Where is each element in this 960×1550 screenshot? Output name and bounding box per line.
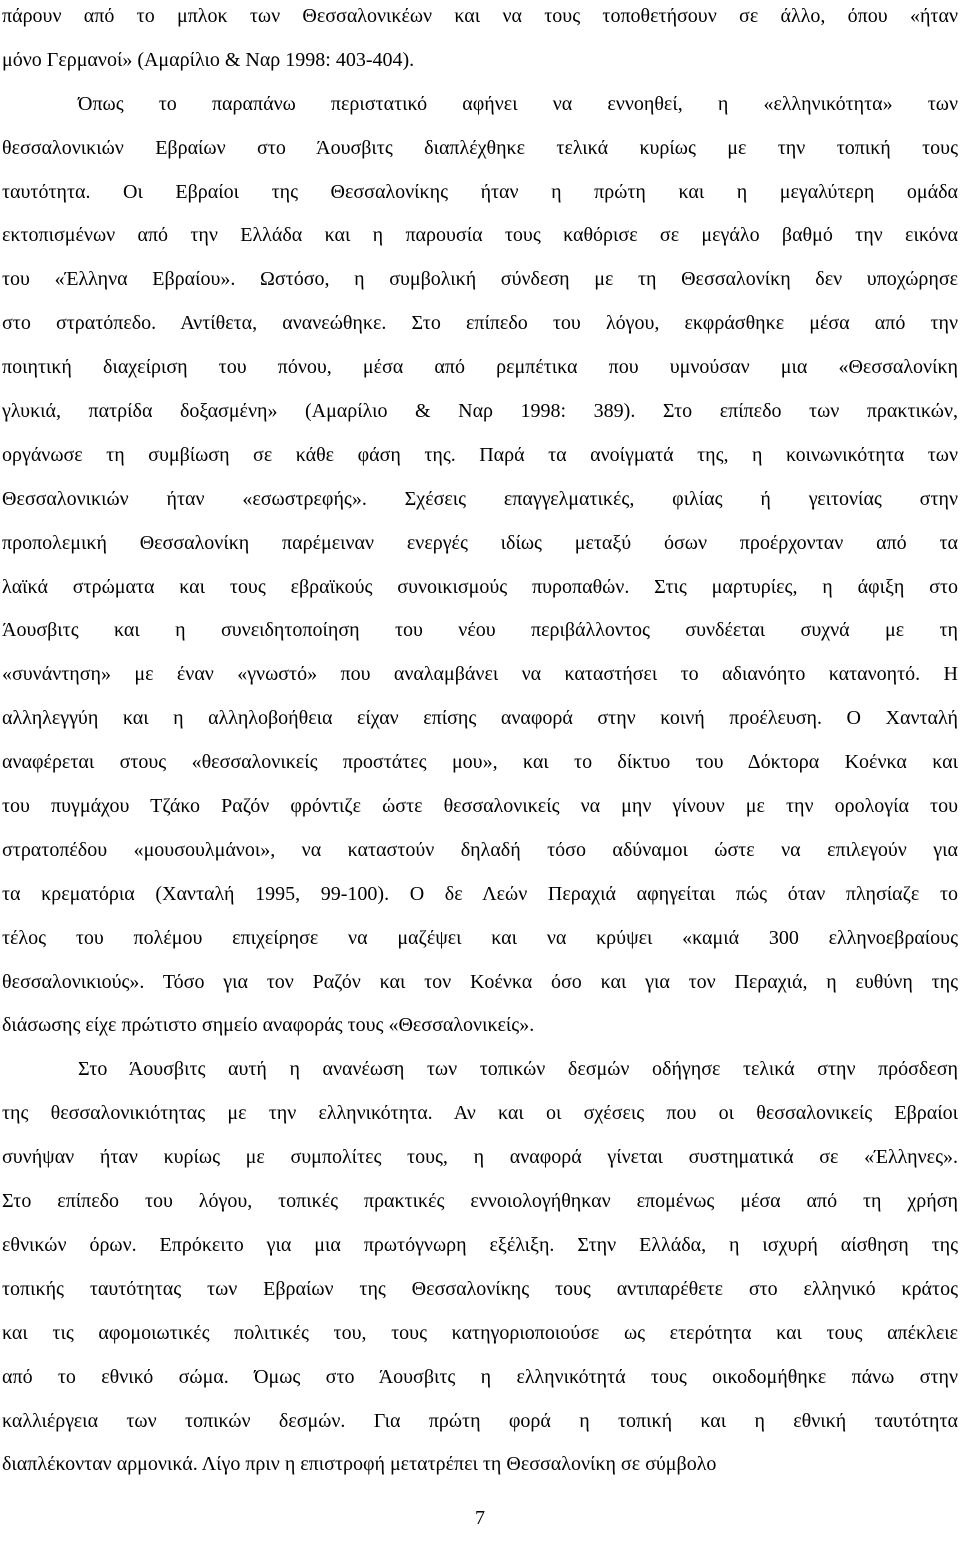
text-line: εθνικών όρων. Επρόκειτο για μια πρωτόγνωρη εξέλιξη. Στην Ελλάδα, η ισχυρή αίσθηση της — [2, 1233, 958, 1256]
text-line: τέλος του πολέμου επιχείρησε να μαζέψει και να κρύψει «καμιά 300 ελληνοεβραίους — [2, 926, 958, 949]
text-line: καλλιέργεια των τοπικών δεσμών. Για πρώτη φορά η τοπική και η εθνική ταυτότητα — [2, 1409, 958, 1432]
text-line: τα κρεματόρια (Χανταλή 1995, 99-100). Ο δε Λεών Περαχιά αφηγείται πώς όταν πλησίαζε το — [2, 882, 958, 905]
text-line: θεσσαλονικιούς». Τόσο για τον Ραζόν και τον Κοένκα όσο και για τον Περαχιά, η ευθύνη της — [2, 970, 958, 993]
text-line: διαπλέκονταν αρμονικά. Λίγο πριν η επιστροφή μετατρέπει τη Θεσσαλονίκη σε σύμβολο — [2, 1453, 717, 1476]
text-line: Στο επίπεδο του λόγου, τοπικές πρακτικές εννοιολογήθηκαν επομένως μέσα από τη χρήση — [2, 1190, 958, 1213]
text-line: στρατοπέδου «μουσουλμάνοι», να καταστούν δηλαδή τόσο αδύναμοι ώστε να επιλεγούν για — [2, 838, 958, 861]
text-line: και τις αφομοιωτικές πολιτικές του, τους κατηγοριοποιούσε ως ετερότητα και τους απέκλειε — [2, 1321, 958, 1344]
text-line: από το εθνικό σώμα. Όμως στο Άουσβιτς η ελληνικότητά τους οικοδομήθηκε πάνω στην — [2, 1365, 958, 1388]
page-number: 7 — [475, 1507, 485, 1529]
text-line: μόνο Γερμανοί» (Αμαρίλιο & Ναρ 1998: 403-404). — [2, 48, 415, 71]
paragraph-start-line: Όπως το παραπάνω περιστατικό αφήνει να εννοηθεί, η «ελληνικότητα» των — [78, 92, 958, 115]
text-line: της θεσσαλονικιότητας με την ελληνικότητα. Αν και οι σχέσεις που οι θεσσαλονικείς Εβραίοι — [2, 1102, 958, 1125]
paragraph-start-line: Στο Άουσβιτς αυτή η ανανέωση των τοπικών δεσμών οδήγησε τελικά στην πρόσδεση — [78, 1058, 958, 1081]
text-line: του πυγμάχου Τζάκο Ραζόν φρόντιζε ώστε θεσσαλονικείς να μην γίνουν με την ορολογία του — [2, 795, 958, 818]
text-line: αλληλεγγύη και η αλληλοβοήθεια είχαν επίσης αναφορά στην κοινή προέλευση. Ο Χανταλή — [2, 707, 958, 730]
text-line: πάρουν από το μπλοκ των Θεσσαλονικέων και να τους τοποθετήσουν σε άλλο, όπου «ήταν — [2, 5, 958, 27]
text-line: ταυτότητα. Οι Εβραίοι της Θεσσαλονίκης ήταν η πρώτη και η μεγαλύτερη ομάδα — [2, 180, 958, 203]
text-line: αναφέρεται στους «θεσσαλονικείς προστάτες μου», και το δίκτυο του Δόκτορα Κοένκα και — [2, 751, 958, 774]
text-line: στο στρατόπεδο. Αντίθετα, ανανεώθηκε. Στο επίπεδο του λόγου, εκφράσθηκε μέσα από την — [2, 312, 958, 335]
text-line: προπολεμική Θεσσαλονίκη παρέμειναν ενεργές ιδίως μεταξύ όσων προέρχονταν από τα — [2, 531, 958, 554]
text-line: διάσωσης είχε πρώτιστο σημείο αναφοράς τους «Θεσσαλονικείς». — [2, 1014, 535, 1037]
text-line: Άουσβιτς και η συνειδητοποίηση του νέου περιβάλλοντος συνδέεται συχνά με τη — [2, 619, 958, 642]
text-line: ποιητική διαχείριση του πόνου, μέσα από ρεμπέτικα που υμνούσαν μια «Θεσσαλονίκη — [2, 356, 958, 379]
text-line: Θεσσαλονικιών ήταν «εσωστρεφής». Σχέσεις επαγγελματικές, φιλίας ή γειτονίας στην — [2, 487, 958, 510]
text-line: γλυκιά, πατρίδα δοξασμένη» (Αμαρίλιο & Ναρ 1998: 389). Στο επίπεδο των πρακτικών, — [2, 400, 958, 423]
text-line: τοπικής ταυτότητας των Εβραίων της Θεσσαλονίκης τους αντιπαρέθετε στο ελληνικό κράτος — [2, 1277, 958, 1300]
body-text — [2, 4, 958, 1496]
text-line: του «Έλληνα Εβραίου». Ωστόσο, η συμβολική σύνδεση με τη Θεσσαλονίκη δεν υποχώρησε — [2, 268, 958, 291]
text-line: εκτοπισμένων από την Ελλάδα και η παρουσία τους καθόρισε σε μεγάλο βαθμό την εικόνα — [2, 224, 958, 247]
text-line: συνήψαν ήταν κυρίως με συμπολίτες τους, η αναφορά γίνεται συστηματικά σε «Έλληνες». — [2, 1146, 958, 1169]
text-line: λαϊκά στρώματα και τους εβραϊκούς συνοικισμούς πυροπαθών. Στις μαρτυρίες, η άφιξη στο — [2, 575, 958, 598]
text-line: θεσσαλονικιών Εβραίων στο Άουσβιτς διαπλέχθηκε τελικά κυρίως με την τοπική τους — [2, 136, 958, 159]
text-line: οργάνωσε τη συμβίωση σε κάθε φάση της. Παρά τα ανοίγματά της, η κοινωνικότητα των — [2, 443, 958, 466]
text-line: «συνάντηση» με έναν «γνωστό» που αναλαμβάνει να καταστήσει το αδιανόητο κατανοητό. Η — [2, 663, 958, 686]
